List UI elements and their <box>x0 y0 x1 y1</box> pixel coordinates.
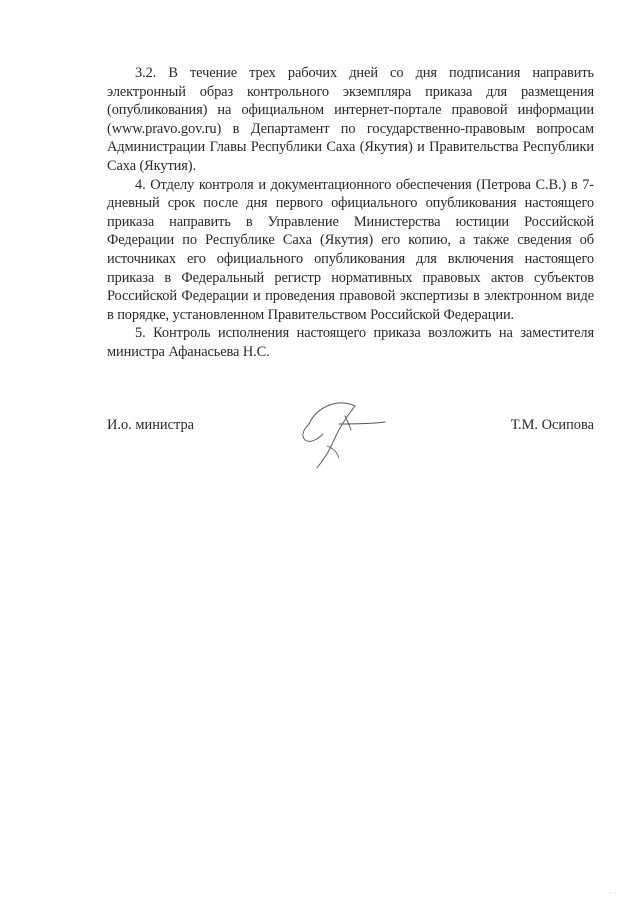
signature-block <box>107 412 594 482</box>
position-title: И.о. министра <box>107 417 195 433</box>
scan-speck-mark <box>608 891 618 895</box>
paragraph-3-2: 3.2. В течение трех рабочих дней со дня подписания направить электронный образ контрольного экземпляра приказа для размещения (опубликования) на официальном интернет-портале правовой информации (www.pravo.gov.ru) в Департамент по государственно-правовым вопросам Администрации Главы Республики Саха (Якутия) и Правительства Республики Саха (Якутия). <box>107 65 594 174</box>
signer-name: Т.М. Осипова <box>510 417 594 433</box>
handwritten-signature <box>287 394 397 474</box>
paragraph-4: 4. Отделу контроля и документационного обеспечения (Петрова С.В.) в 7-дневный срок после дня первого официального опубликования настоящего приказа направить в Управление Министерства юстиции Российской Федерации по Республике Саха (Якутия) его копию, а также сведения об источниках его официального опубликования для включения настоящего приказа в Федеральный регистр нормативных правовых актов субъектов Российской Федерации и проведения правовой экспертизы в электронном виде в порядке, установленном Правительством Российской Федерации. <box>107 176 594 323</box>
paragraph-5: 5. Контроль исполнения настоящего приказа возложить на заместителя министра Афанасьева Н.С. <box>107 325 594 360</box>
document-body <box>107 64 594 362</box>
